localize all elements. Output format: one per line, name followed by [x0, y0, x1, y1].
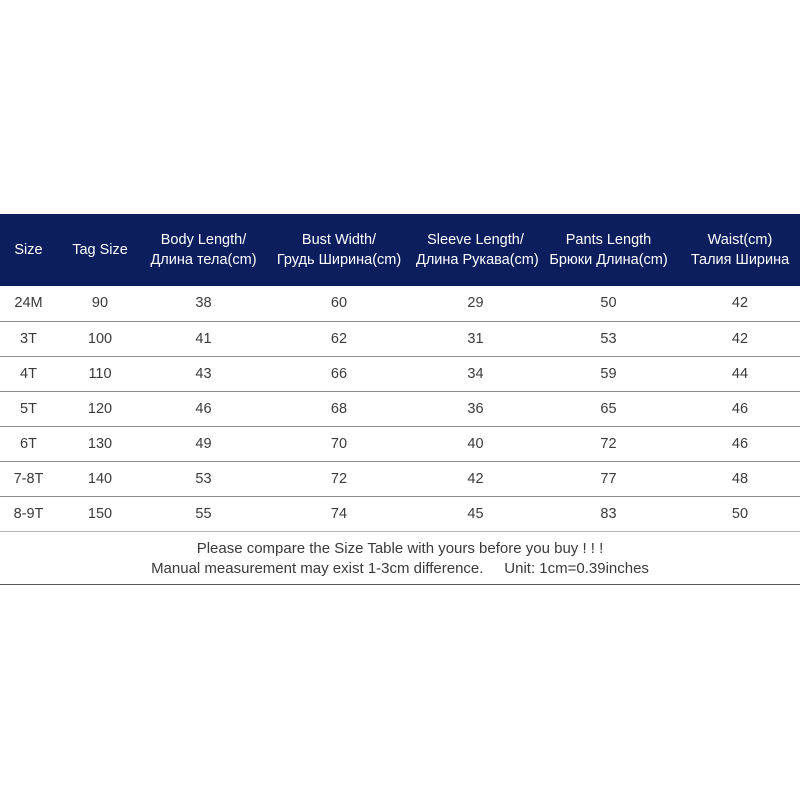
cell-body-length: 46 — [143, 391, 264, 426]
cell-bust-width: 60 — [264, 286, 414, 321]
header-size — [0, 214, 57, 286]
cell-waist: 46 — [680, 391, 800, 426]
table-row — [0, 286, 800, 321]
header-bust-width — [264, 214, 414, 286]
cell-sleeve-length: 34 — [414, 356, 537, 391]
cell-size: 24M — [0, 286, 57, 321]
measurement-note — [0, 538, 800, 585]
header-waist-ru: Талия Ширина — [690, 252, 790, 268]
table-row — [0, 356, 800, 391]
header-waist-en: Waist(cm) — [707, 232, 773, 248]
cell-size: 4T — [0, 356, 57, 391]
cell-bust-width: 74 — [264, 496, 414, 531]
cell-tag-size: 90 — [57, 286, 143, 321]
cell-waist: 44 — [680, 356, 800, 391]
cell-pants-length: 72 — [537, 426, 680, 461]
header-pants-length-en: Pants Length — [565, 232, 652, 248]
cell-sleeve-length: 40 — [414, 426, 537, 461]
cell-pants-length: 65 — [537, 391, 680, 426]
header-body-length — [143, 214, 264, 286]
size-chart-body — [0, 286, 800, 531]
header-tag-size — [57, 214, 143, 286]
note-compare-line: Please compare the Size Table with yours before you buy ! ! ! — [196, 540, 604, 557]
size-chart-header — [0, 214, 800, 286]
header-sleeve-length-ru: Длина Рукава(cm) — [416, 252, 539, 268]
header-body-length-ru: Длина тела(cm) — [150, 252, 257, 268]
cell-body-length: 41 — [143, 321, 264, 356]
cell-pants-length: 77 — [537, 461, 680, 496]
header-tag-size-label: Tag Size — [72, 242, 128, 258]
cell-size: 8-9T — [0, 496, 57, 531]
header-size-label: Size — [14, 242, 43, 258]
cell-body-length: 49 — [143, 426, 264, 461]
cell-waist: 42 — [680, 286, 800, 321]
cell-body-length: 53 — [143, 461, 264, 496]
cell-tag-size: 100 — [57, 321, 143, 356]
header-row — [0, 214, 800, 286]
cell-pants-length: 50 — [537, 286, 680, 321]
cell-waist: 46 — [680, 426, 800, 461]
cell-waist: 48 — [680, 461, 800, 496]
header-sleeve-length — [414, 214, 537, 286]
table-row — [0, 391, 800, 426]
cell-waist: 42 — [680, 321, 800, 356]
cell-pants-length: 53 — [537, 321, 680, 356]
cell-size: 5T — [0, 391, 57, 426]
header-bust-width-ru: Грудь Ширина(cm) — [276, 252, 402, 268]
cell-body-length: 55 — [143, 496, 264, 531]
note-measurement-line: Manual measurement may exist 1-3cm difference. Unit: 1cm=0.39inches — [151, 560, 649, 577]
cell-bust-width: 62 — [264, 321, 414, 356]
cell-sleeve-length: 29 — [414, 286, 537, 321]
cell-sleeve-length: 36 — [414, 391, 537, 426]
cell-sleeve-length: 45 — [414, 496, 537, 531]
cell-body-length: 43 — [143, 356, 264, 391]
header-pants-length-ru: Брюки Длина(cm) — [549, 252, 668, 268]
cell-waist: 50 — [680, 496, 800, 531]
cell-tag-size: 140 — [57, 461, 143, 496]
header-sleeve-length-en: Sleeve Length/ — [427, 232, 524, 248]
cell-size: 6T — [0, 426, 57, 461]
cell-size: 3T — [0, 321, 57, 356]
header-pants-length — [537, 214, 680, 286]
cell-pants-length: 59 — [537, 356, 680, 391]
cell-sleeve-length: 42 — [414, 461, 537, 496]
table-row — [0, 426, 800, 461]
cell-bust-width: 72 — [264, 461, 414, 496]
cell-tag-size: 150 — [57, 496, 143, 531]
cell-tag-size: 120 — [57, 391, 143, 426]
size-chart-table — [0, 214, 800, 532]
table-row — [0, 461, 800, 496]
cell-tag-size: 130 — [57, 426, 143, 461]
table-row — [0, 321, 800, 356]
cell-bust-width: 68 — [264, 391, 414, 426]
header-body-length-en: Body Length/ — [160, 232, 247, 248]
cell-bust-width: 70 — [264, 426, 414, 461]
header-bust-width-en: Bust Width/ — [301, 232, 377, 248]
table-row — [0, 496, 800, 531]
cell-pants-length: 83 — [537, 496, 680, 531]
cell-size: 7-8T — [0, 461, 57, 496]
cell-bust-width: 66 — [264, 356, 414, 391]
cell-body-length: 38 — [143, 286, 264, 321]
cell-sleeve-length: 31 — [414, 321, 537, 356]
header-waist — [680, 214, 800, 286]
cell-tag-size: 110 — [57, 356, 143, 391]
